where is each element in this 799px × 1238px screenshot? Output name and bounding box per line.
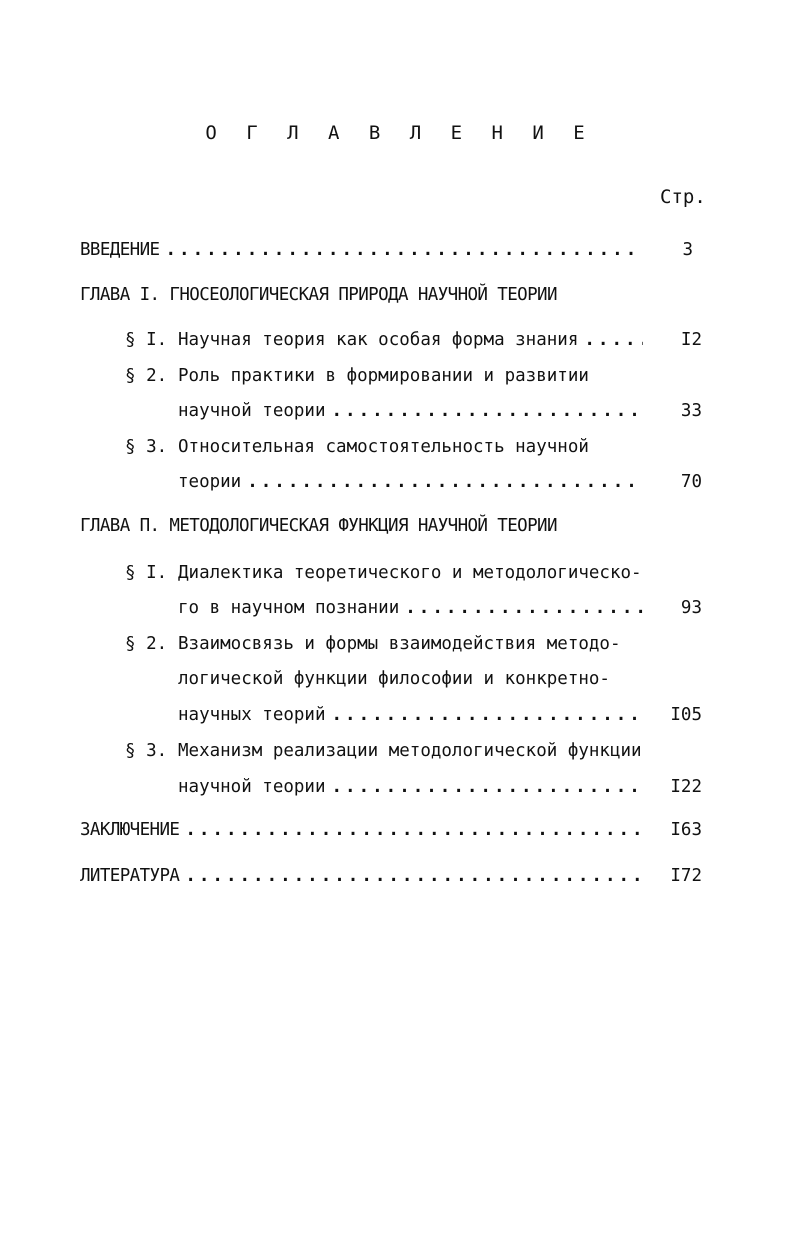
dot-leader [185,820,643,840]
section-mark: § 2. [125,634,168,654]
section-mark: § I. [125,330,168,350]
entry-label-line1[interactable]: Диалектика теоретического и методологическо- [178,563,642,583]
toc-entry-ch2-s3[interactable] [178,777,643,797]
dot-leader [332,705,643,725]
toc-page: О Г Л А В Л Е Н И Е Стр. ВВЕДЕНИЕ ..... 3 ГЛАВА I. ГНОСЕОЛОГИЧЕСКАЯ ПРИРОДА НАУЧНОЙ ТЕОРИИ § I. Научная теория как особая форма знания ..... I2 § 2. Роль практики в формировании и развитии научной теории ..... 33 § 3. Относительная самостоятельность научной теории ..... 70 ГЛАВА П. МЕТОДОЛОГИЧЕСКАЯ ФУНКЦИЯ НАУЧНОЙ ТЕОРИИ § I. Диалектика теоретического и методологическо- го в научном познании ..... 93 § 2. Взаимосвязь и формы взаимодействия методо- логической функции философии и конкретно- научных теорий ..... I05 § 3. Механизм реализации методологической функции научной теории ..... I22 ЗАКЛЮЧЕНИЕ ..... I63 ЛИТЕРАТУРА ..... I72 [0,0,799,1238]
toc-entry-ch2-s2[interactable] [178,705,643,725]
section-mark: § 3. [125,741,168,761]
entry-label: ЗАКЛЮЧЕНИЕ [80,820,180,840]
dot-leader [247,472,643,492]
entry-label-line1[interactable]: Механизм реализации методологической функции [178,741,642,761]
entry-label: теории [178,472,242,492]
dot-leader [332,401,643,421]
entry-label-line2[interactable]: логической функции философии и конкретно- [178,669,610,689]
entry-label: научной теории [178,401,326,421]
section-mark: § 2. [125,366,168,386]
entry-label-line1[interactable]: Взаимосвязь и формы взаимодействия методо- [178,634,621,654]
toc-entry-ch1-s2[interactable] [178,401,643,421]
dot-leader [185,866,643,886]
entry-label-line1[interactable]: Роль практики в формировании и развитии [178,366,589,386]
entry-label: го в научном познании [178,598,400,618]
toc-entry-literature[interactable] [80,866,643,886]
entry-label: ВВЕДЕНИЕ [80,240,160,260]
chapter-2-heading[interactable]: ГЛАВА П. МЕТОДОЛОГИЧЕСКАЯ ФУНКЦИЯ НАУЧНОЙ ТЕОРИИ [80,516,557,536]
entry-label: ЛИТЕРАТУРА [80,866,180,886]
dot-leader [166,240,644,260]
entry-label-line1[interactable]: Относительная самостоятельность научной [178,437,589,457]
toc-entry-conclusion[interactable] [80,820,643,840]
entry-label: Научная теория как особая форма знания [178,330,579,350]
dot-leader [405,598,643,618]
toc-entry-introduction[interactable] [80,240,643,260]
toc-title: О Г Л А В Л Е Н И Е [205,122,594,144]
dot-leader [332,777,643,797]
section-mark: § 3. [125,437,168,457]
page-column-label: Стр. [660,186,706,208]
section-mark: § I. [125,563,168,583]
toc-entry-ch1-s3[interactable] [178,472,643,492]
entry-label: научной теории [178,777,326,797]
chapter-1-heading[interactable]: ГЛАВА I. ГНОСЕОЛОГИЧЕСКАЯ ПРИРОДА НАУЧНОЙ ТЕОРИИ [80,285,557,305]
toc-entry-ch2-s1[interactable] [178,598,643,618]
toc-entry-ch1-s1[interactable] [178,330,643,350]
entry-label: научных теорий [178,705,326,725]
dot-leader [584,330,643,350]
